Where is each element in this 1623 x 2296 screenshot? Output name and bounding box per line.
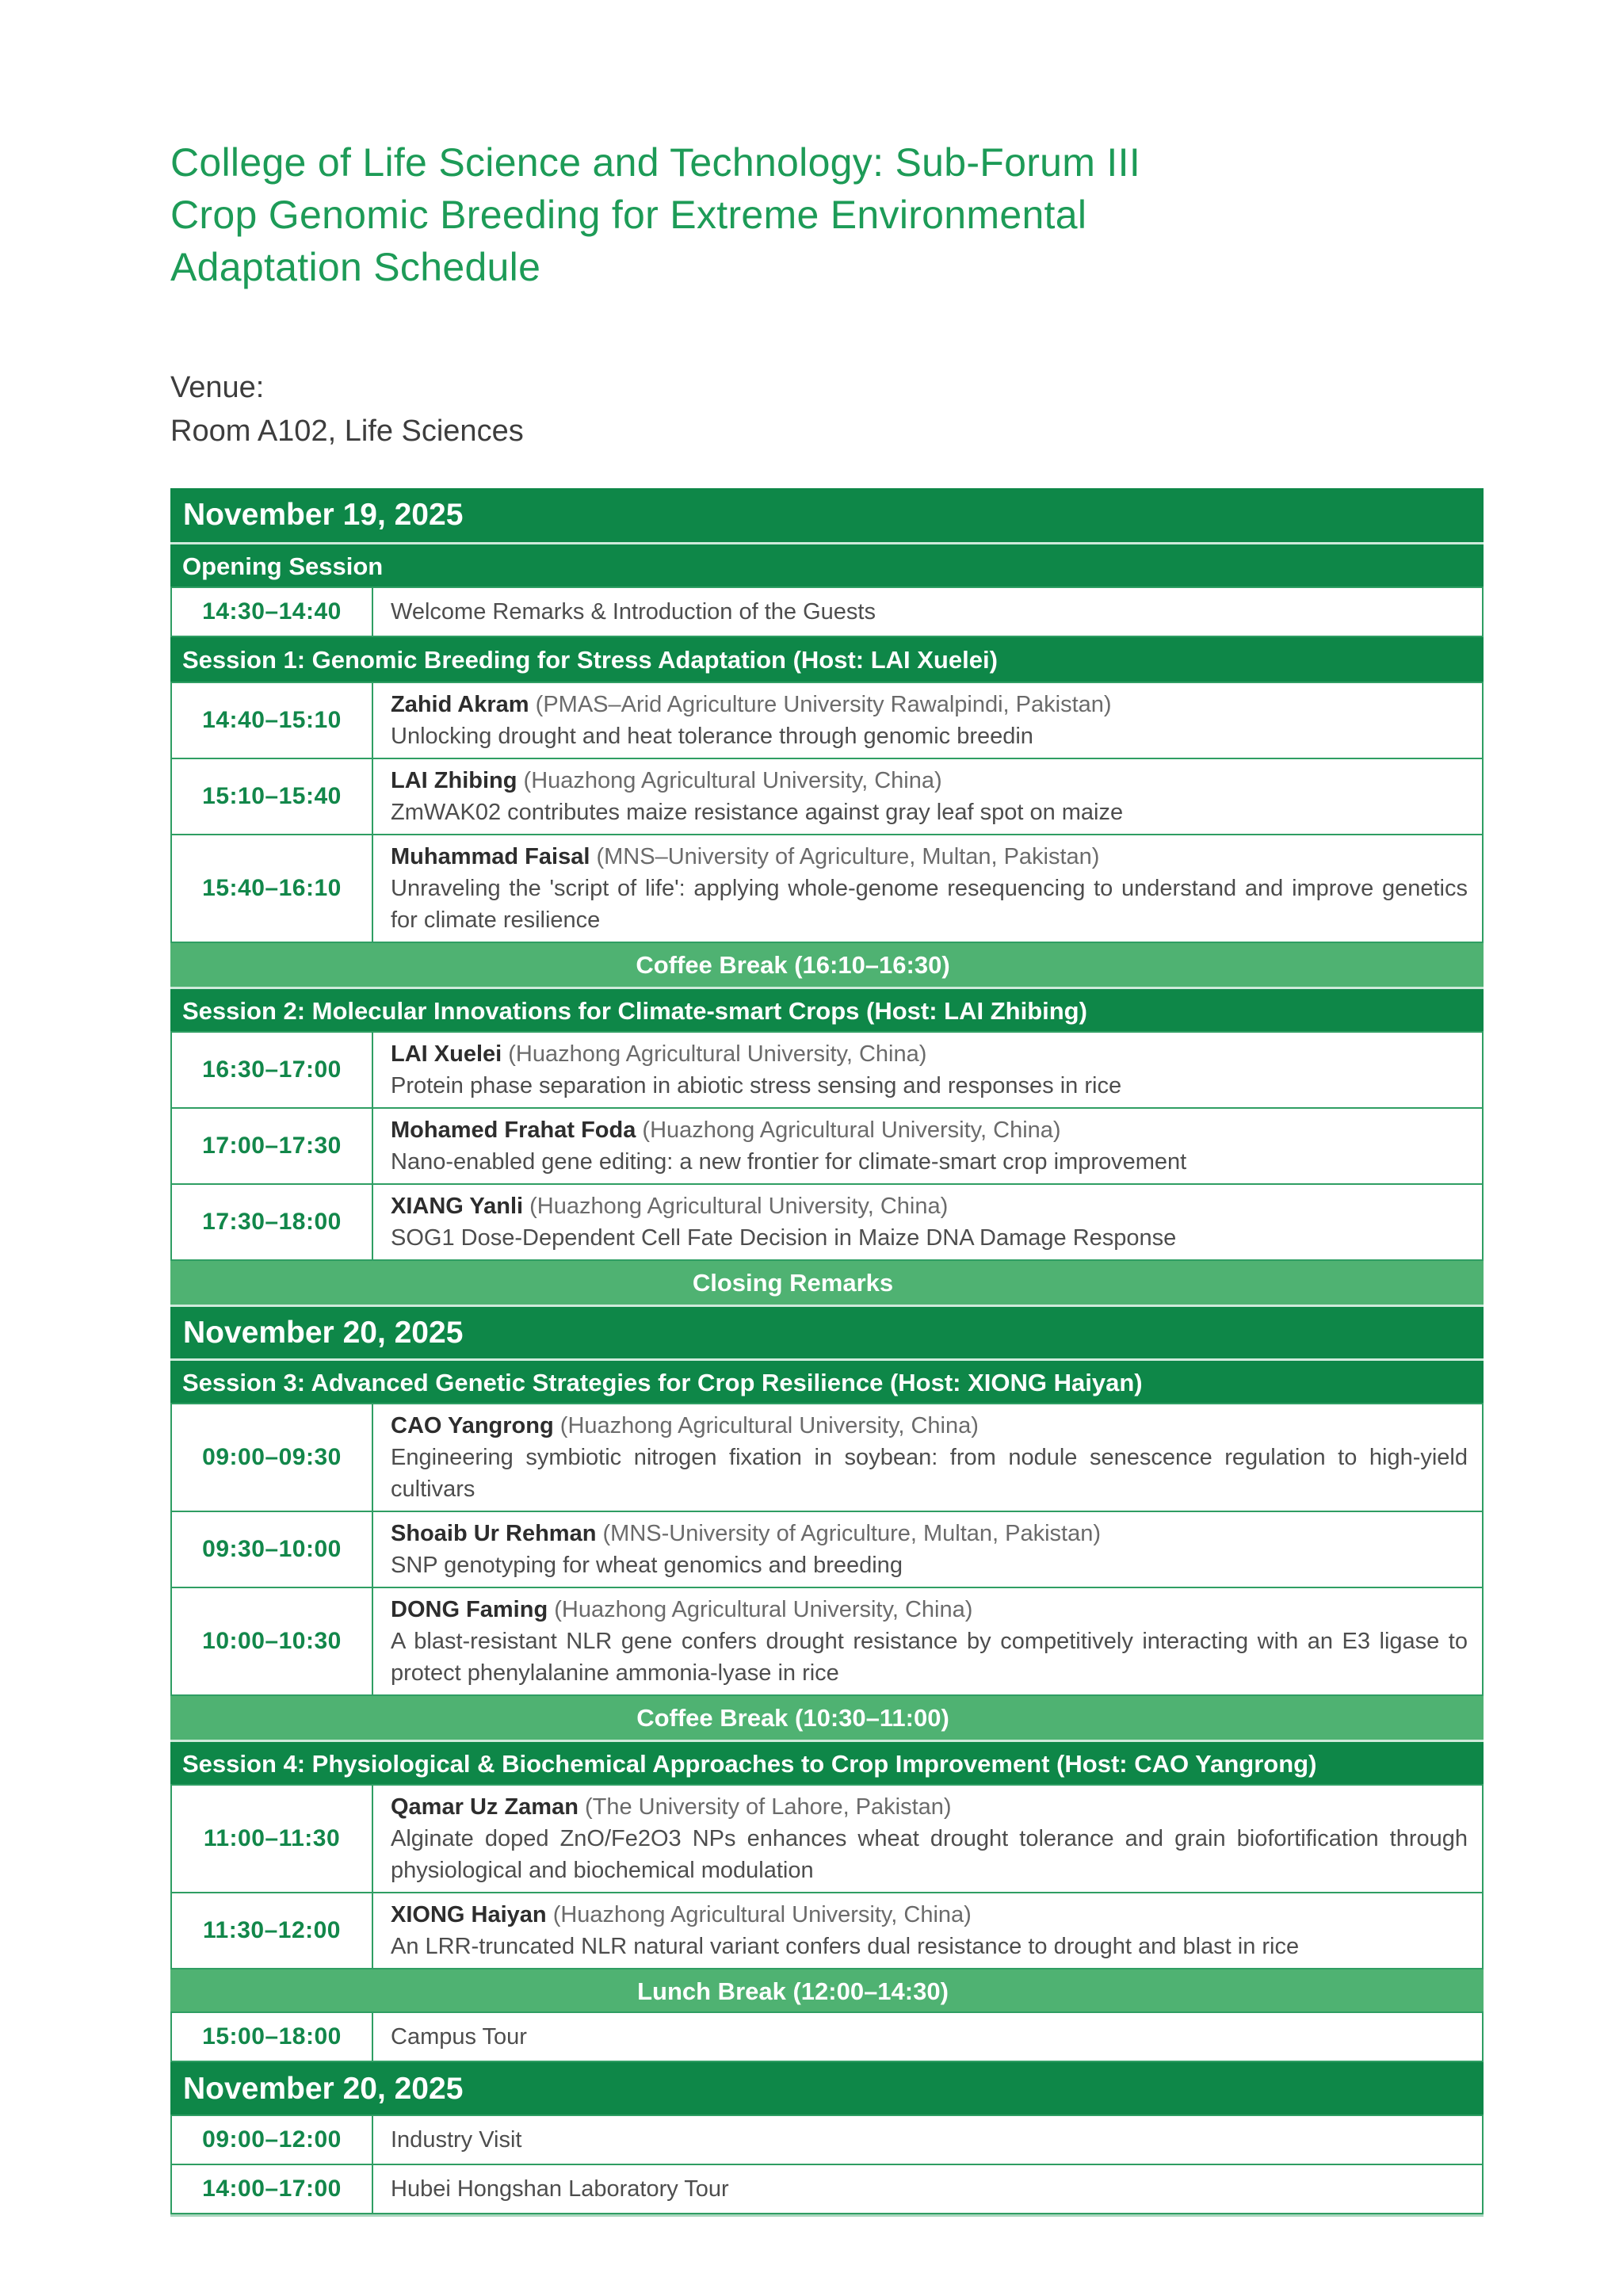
time-range: 15:00–18:00 <box>202 2023 342 2050</box>
speaker-name: XIONG Haiyan <box>391 1902 547 1927</box>
talk-row <box>170 1784 1484 1893</box>
venue-value: Room A102, Life Sciences <box>170 415 524 448</box>
talk-cell <box>373 1109 1482 1183</box>
talk-cell <box>373 1588 1482 1694</box>
talk-row <box>170 1511 1484 1588</box>
break-row <box>170 1696 1484 1740</box>
session-header-row <box>170 1740 1484 1786</box>
speaker-name: Mohamed Frahat Foda <box>391 1117 636 1143</box>
date-header-row <box>170 488 1484 542</box>
speaker-affiliation: (Huazhong Agricultural University, China) <box>642 1117 1061 1143</box>
time-cell <box>172 1512 373 1587</box>
talk-title: Engineering symbiotic nitrogen fixation in soybean: from nodule senescence regulation to high-yield cultivars <box>391 1445 1468 1502</box>
speaker-affiliation: (Huazhong Agricultural University, China) <box>529 1194 949 1219</box>
venue-block <box>170 366 1484 453</box>
talk-cell <box>373 1786 1482 1892</box>
talk-cell <box>373 683 1482 758</box>
time-cell <box>172 1033 373 1107</box>
event-row <box>170 586 1484 637</box>
schedule-table <box>170 488 1484 2217</box>
speaker-line <box>391 765 1468 797</box>
venue-label: Venue: <box>170 371 265 404</box>
speaker-name: Muhammad Faisal <box>391 844 590 869</box>
speaker-affiliation: (Huazhong Agricultural University, China) <box>559 1413 979 1438</box>
time-cell <box>172 1404 373 1511</box>
speaker-line <box>391 1791 1468 1823</box>
event-row <box>170 2011 1484 2062</box>
time-range: 09:00–12:00 <box>202 2126 342 2153</box>
page-title-line-2: Crop Genomic Breeding for Extreme Environmental <box>170 193 1087 237</box>
session-header-row <box>170 987 1484 1033</box>
time-range: 17:30–18:00 <box>202 1209 342 1235</box>
time-cell <box>172 1185 373 1259</box>
break-label: Closing Remarks <box>692 1268 894 1297</box>
time-cell <box>172 1109 373 1183</box>
speaker-line <box>391 1190 1468 1222</box>
break-label: Coffee Break (16:10–16:30) <box>636 950 950 979</box>
speaker-name: DONG Faming <box>391 1597 548 1622</box>
session-label: Opening Session <box>182 552 384 580</box>
event-cell <box>373 2116 1482 2164</box>
time-cell <box>172 759 373 834</box>
date-header-row <box>170 1305 1484 1358</box>
talk-row <box>170 1403 1484 1512</box>
talk-row <box>170 1892 1484 1969</box>
time-range: 09:00–09:30 <box>202 1444 342 1470</box>
session-header-row <box>170 1358 1484 1404</box>
talk-cell <box>373 835 1482 942</box>
time-range: 15:10–15:40 <box>202 783 342 809</box>
speaker-affiliation: (Huazhong Agricultural University, China) <box>552 1902 972 1927</box>
break-label: Lunch Break (12:00–14:30) <box>637 1977 949 2005</box>
speaker-line <box>391 1038 1468 1070</box>
speaker-affiliation: (Huazhong Agricultural University, China) <box>554 1597 973 1622</box>
event-text: Industry Visit <box>391 2127 522 2153</box>
document-page <box>170 0 1484 2217</box>
time-cell <box>172 2013 373 2061</box>
talk-row <box>170 758 1484 835</box>
talk-title: ZmWAK02 contributes maize resistance against gray leaf spot on maize <box>391 800 1124 825</box>
event-text: Campus Tour <box>391 2024 527 2050</box>
break-row <box>170 1261 1484 1305</box>
speaker-name: LAI Xuelei <box>391 1041 502 1067</box>
talk-title: Protein phase separation in abiotic stress sensing and responses in rice <box>391 1073 1122 1098</box>
speaker-name: CAO Yangrong <box>391 1413 554 1438</box>
speaker-line <box>391 1114 1468 1146</box>
talk-row <box>170 1183 1484 1261</box>
talk-title: Alginate doped ZnO/Fe2O3 NPs enhances wheat drought tolerance and grain biofortification through physiological and biochemical modulation <box>391 1826 1468 1883</box>
speaker-affiliation: (The University of Lahore, Pakistan) <box>584 1794 952 1820</box>
break-row <box>170 1969 1484 2013</box>
session-header-row <box>170 542 1484 588</box>
time-cell <box>172 1588 373 1694</box>
speaker-name: LAI Zhibing <box>391 768 517 793</box>
talk-title: Nano-enabled gene editing: a new frontier for climate-smart crop improvement <box>391 1149 1187 1175</box>
time-range: 15:40–16:10 <box>202 875 342 901</box>
time-range: 14:40–15:10 <box>202 707 342 733</box>
talk-title: SNP genotyping for wheat genomics and breeding <box>391 1553 903 1578</box>
break-label: Coffee Break (10:30–11:00) <box>636 1703 949 1732</box>
time-cell <box>172 2165 373 2213</box>
event-row <box>170 2164 1484 2214</box>
session-label: Session 2: Molecular Innovations for Climate-smart Crops (Host: LAI Zhibing) <box>182 996 1087 1025</box>
talk-row <box>170 1031 1484 1109</box>
date-label: November 19, 2025 <box>183 498 464 532</box>
talk-cell <box>373 1185 1482 1259</box>
time-cell <box>172 1893 373 1968</box>
page-title-line-3: Adaptation Schedule <box>170 245 541 289</box>
speaker-line <box>391 841 1468 873</box>
talk-row <box>170 682 1484 759</box>
speaker-affiliation: (MNS–University of Agriculture, Multan, Pakistan) <box>596 844 1100 869</box>
time-range: 17:00–17:30 <box>202 1133 342 1159</box>
event-cell <box>373 588 1482 636</box>
speaker-line <box>391 1899 1468 1931</box>
time-cell <box>172 588 373 636</box>
talk-cell <box>373 759 1482 834</box>
speaker-affiliation: (Huazhong Agricultural University, China) <box>523 768 942 793</box>
date-label: November 20, 2025 <box>183 2072 464 2106</box>
speaker-name: XIANG Yanli <box>391 1194 524 1219</box>
time-range: 11:30–12:00 <box>203 1917 341 1943</box>
session-label: Session 1: Genomic Breeding for Stress Adaptation (Host: LAI Xuelei) <box>182 646 998 674</box>
time-range: 10:00–10:30 <box>202 1628 342 1654</box>
talk-title: An LRR-truncated NLR natural variant confers dual resistance to drought and blast in rice <box>391 1934 1300 1959</box>
speaker-affiliation: (MNS-University of Agriculture, Multan, Pakistan) <box>602 1521 1102 1546</box>
event-cell <box>373 2165 1482 2213</box>
page-title <box>170 0 1484 293</box>
speaker-affiliation: (PMAS–Arid Agriculture University Rawalpindi, Pakistan) <box>535 692 1112 717</box>
speaker-name: Qamar Uz Zaman <box>391 1794 579 1820</box>
event-row <box>170 2115 1484 2165</box>
speaker-line <box>391 1518 1468 1549</box>
talk-row <box>170 1107 1484 1185</box>
talk-cell <box>373 1893 1482 1968</box>
page-title-line-1: College of Life Science and Technology: Sub-Forum III <box>170 140 1141 185</box>
time-range: 11:00–11:30 <box>203 1825 341 1851</box>
time-cell <box>172 2116 373 2164</box>
talk-row <box>170 1587 1484 1696</box>
speaker-name: Shoaib Ur Rehman <box>391 1521 597 1546</box>
talk-title: SOG1 Dose-Dependent Cell Fate Decision in Maize DNA Damage Response <box>391 1225 1177 1251</box>
event-cell <box>373 2013 1482 2061</box>
time-range: 09:30–10:00 <box>202 1536 342 1562</box>
break-row <box>170 943 1484 987</box>
speaker-affiliation: (Huazhong Agricultural University, China) <box>508 1041 927 1067</box>
time-range: 16:30–17:00 <box>202 1056 342 1083</box>
speaker-line <box>391 689 1468 720</box>
talk-cell <box>373 1404 1482 1511</box>
talk-cell <box>373 1033 1482 1107</box>
session-label: Session 4: Physiological & Biochemical Approaches to Crop Improvement (Host: CAO Yangrong) <box>182 1749 1317 1778</box>
date-label: November 20, 2025 <box>183 1315 464 1350</box>
time-cell <box>172 835 373 942</box>
time-cell <box>172 683 373 758</box>
time-range: 14:00–17:00 <box>202 2176 342 2202</box>
event-text: Hubei Hongshan Laboratory Tour <box>391 2176 729 2202</box>
speaker-line <box>391 1594 1468 1626</box>
speaker-line <box>391 1410 1468 1442</box>
date-header-row <box>170 2062 1484 2116</box>
talk-cell <box>373 1512 1482 1587</box>
session-header-row <box>170 637 1484 683</box>
speaker-name: Zahid Akram <box>391 692 529 717</box>
talk-title: Unlocking drought and heat tolerance through genomic breedin <box>391 724 1033 749</box>
time-cell <box>172 1786 373 1892</box>
event-text: Welcome Remarks & Introduction of the Guests <box>391 599 876 625</box>
talk-title: A blast-resistant NLR gene confers drought resistance by competitively interacting with an E3 ligase to protect phenylalanine ammonia-lyase in rice <box>391 1629 1468 1686</box>
time-range: 14:30–14:40 <box>202 598 342 625</box>
session-label: Session 3: Advanced Genetic Strategies for Crop Resilience (Host: XIONG Haiyan) <box>182 1368 1143 1396</box>
talk-row <box>170 834 1484 943</box>
talk-title: Unraveling the 'script of life': applying whole-genome resequencing to understand and improve genetics for climate resilience <box>391 876 1468 933</box>
